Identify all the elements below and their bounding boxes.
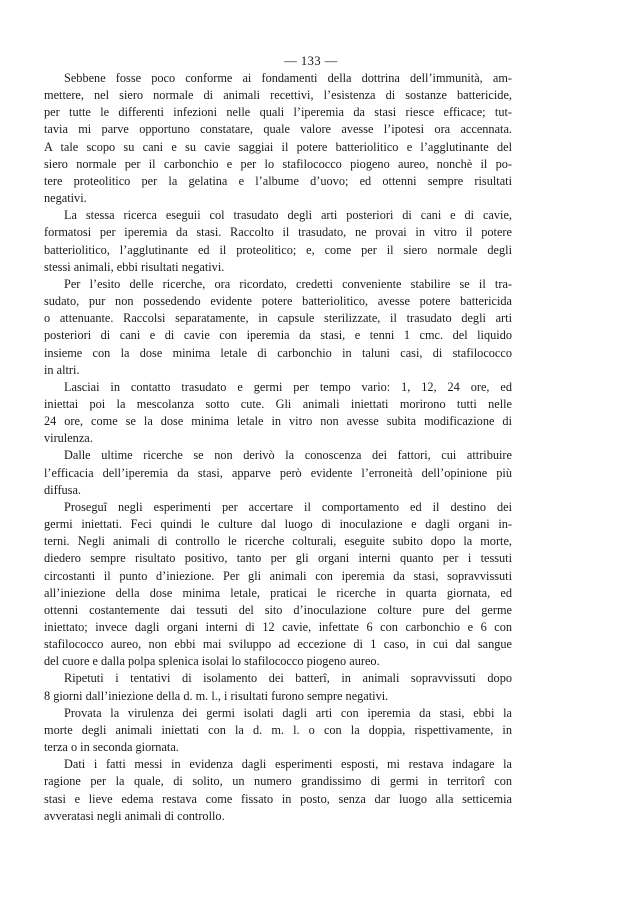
text-line: Dalle ultime ricerche se non derivò la conoscenza dei fattori, cui attribuire	[64, 448, 512, 463]
text-line: diedero sempre risultato positivo, tanto per gli organi interni quanto per i tessuti	[44, 551, 512, 566]
paragraph	[44, 207, 512, 276]
text-line: in altri.	[44, 362, 80, 377]
text-line: siero normale per il carbonchio e per lo stafilococco piogeno aureo, nonchè il po-	[44, 156, 512, 171]
text-line: tere proteolitico per la gelatina e l’albume d’uovo; ed ottenni sempre risultati	[44, 173, 512, 188]
text-line: Sebbene fosse poco conforme ai fondamenti della dottrina dell’immunità, am-	[64, 71, 512, 85]
page-number: — 133 —	[284, 54, 338, 68]
paragraph	[44, 447, 512, 498]
text-line: circostanti il punto d’iniezione. Per gli animali con iperemia da stasi, sopravvissuti	[44, 568, 512, 583]
text-line: A tale scopo su cani e su cavie saggiai il potere batteriolitico e l’agglutinante del	[44, 139, 512, 154]
text-line: terza o in seconda giornata.	[44, 740, 179, 755]
text-line: virulenza.	[44, 431, 93, 446]
text-line: posteriori di cani e di cavie con iperemia da stasi, e tenni 1 cmc. del liquido	[44, 328, 512, 343]
text-line: morte degli animali iniettati con la d. m. l. o con la doppia, rispettivamente, in	[44, 722, 512, 737]
body-text	[44, 70, 512, 825]
text-line: del cuore e dalla polpa splenica isolai lo stafilococco piogeno aureo.	[44, 654, 380, 669]
text-line: ragione per la quale, di solito, un numero grandissimo di germi in territorî con	[44, 774, 512, 789]
text-line: Ripetuti i tentativi di isolamento dei batterî, in animali sopravvissuti dopo	[64, 671, 512, 686]
text-line: Per l’esito delle ricerche, ora ricordato, credetti conveniente stabilire se il tra-	[64, 276, 512, 291]
text-line: iniettai poi la mescolanza sotto cute. Gli animali iniettati morirono tutti nelle	[44, 396, 512, 411]
text-line: 8 giorni dall’iniezione della d. m. l., i risultati furono sempre negativi.	[44, 688, 389, 703]
text-line: negativi.	[44, 191, 87, 206]
text-line: l’efficacia dell’iperemia da stasi, apparve però evidente l’erroneità dell’opinione più	[44, 465, 512, 480]
text-line: ottenni costantemente dai tessuti del sito d’inoculazione colture pure del germe	[44, 602, 512, 617]
text-line: Dati i fatti messi in evidenza dagli esperimenti esposti, mi restava indagare la	[64, 757, 512, 772]
text-line: stasi e lieve edema restava come fissato in posto, senza dar luogo alla setticemia	[44, 791, 512, 806]
text-line: 24 ore, come se la dose minima letale in vitro non avesse subita modificazione di	[44, 414, 512, 429]
text-line: stafilococco aureo, non ebbi mai sviluppo ad eccezione di 1 caso, in cui dal sangue	[44, 637, 512, 652]
text-line: stessi animali, ebbi risultati negativi.	[44, 259, 225, 274]
text-line: germi iniettati. Feci quindi le culture dal luogo di inoculazione e dagli organi in-	[44, 517, 512, 532]
text-line: sudato, pur non possedendo evidente potere batteriolitico, avesse potere battericida	[44, 294, 512, 309]
text-line: batteriolitico, l’agglutinante ed il proteolitico; e, come per il siero normale degli	[44, 242, 512, 257]
text-line: o attenuante. Raccolsi separatamente, in capsule sterilizzate, il trasudato degli arti	[44, 311, 512, 326]
paragraph	[44, 499, 512, 671]
paragraph	[44, 705, 512, 756]
text-line: all’iniezione della dose minima letale, praticai le ricerche in quarta giornata, ed	[44, 585, 512, 600]
text-line: Lasciai in contatto trasudato e germi per tempo vario: 1, 12, 24 ore, ed	[64, 379, 512, 394]
text-line: iniettato; invece dagli organi interni di 12 cavie, infettate 6 con carbonchio e 6 con	[44, 620, 512, 634]
text-line: insieme con la dose minima letale di carbonchio in taluni casi, di stafilococco	[44, 345, 512, 360]
paragraph	[44, 379, 512, 448]
text-line: tavia mi parve opportuno constatare, quale valore avesse l’ipotesi ora accennata.	[44, 122, 512, 137]
text-line: terni. Negli animali di controllo le ricerche colturali, eseguite subito dopo la morte,	[44, 534, 512, 549]
paragraph	[44, 670, 512, 704]
paragraph	[44, 70, 512, 207]
text-line: La stessa ricerca eseguii col trasudato degli arti posteriori di cani e di cavie,	[64, 208, 512, 223]
paragraph	[44, 756, 512, 825]
text-line: avveratasi negli animali di controllo.	[44, 808, 225, 823]
text-line: per tutte le differenti infezioni nelle quali l’iperemia da stasi riesce efficace; tut-	[44, 105, 512, 120]
paragraph	[44, 276, 512, 379]
text-line: diffusa.	[44, 482, 81, 497]
text-line: Proseguî negli esperimenti per accertare il comportamento ed il destino dei	[64, 499, 512, 514]
text-line: formatosi per iperemia da stasi. Raccolto il trasudato, ne provai in vitro il potere	[44, 225, 512, 240]
text-line: mettere, nel siero normale di animali recettivi, l’esistenza di sostanze battericide,	[44, 88, 512, 103]
text-line: Provata la virulenza dei germi isolati dagli arti con iperemia da stasi, ebbi la	[64, 705, 512, 720]
